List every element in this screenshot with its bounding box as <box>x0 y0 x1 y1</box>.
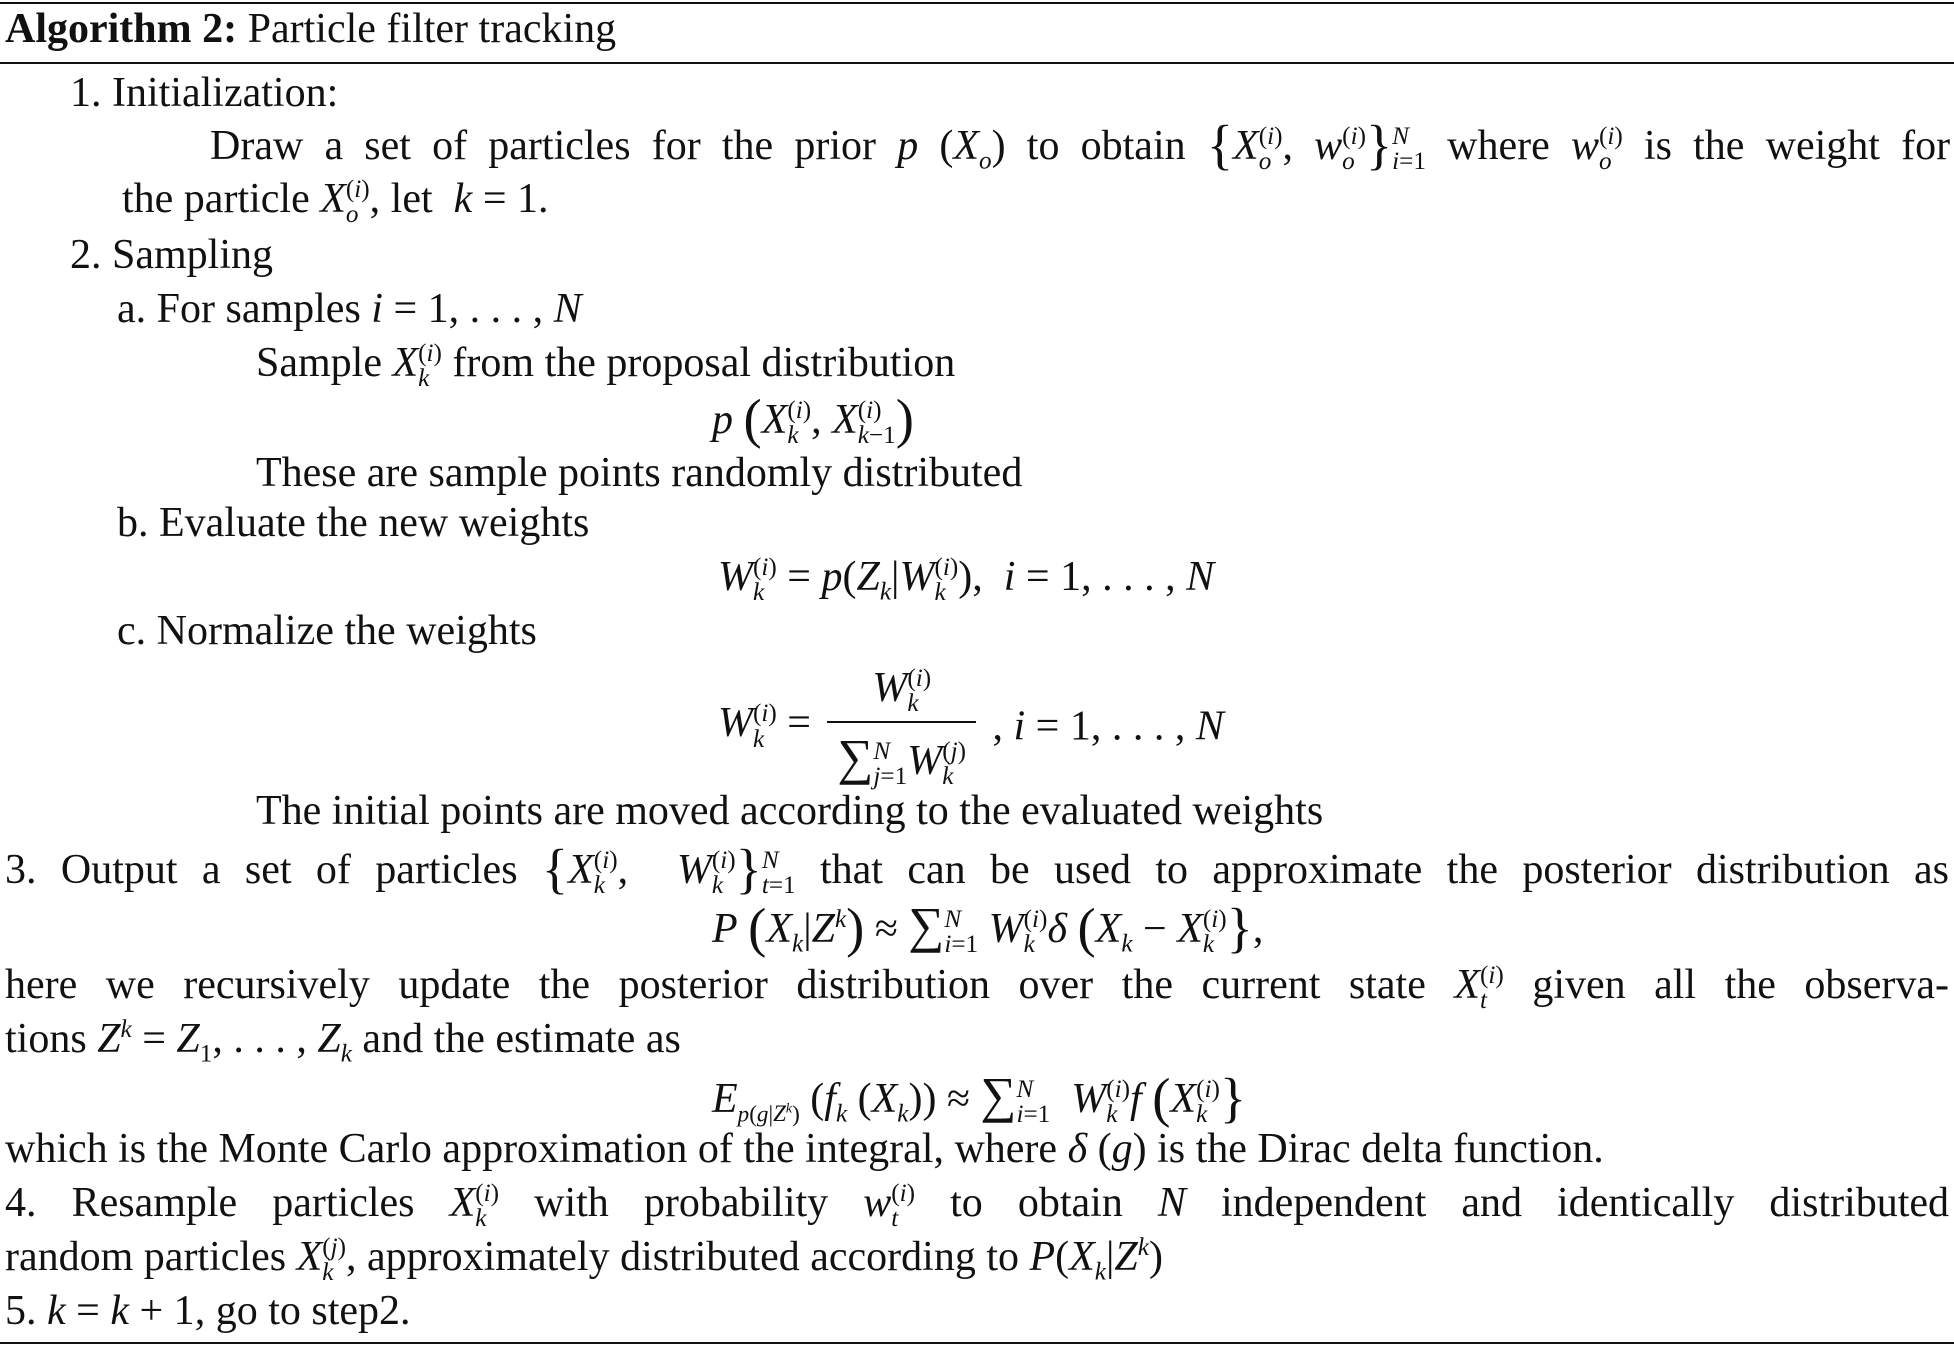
step4-text-b: with probability <box>534 1180 829 1226</box>
step1-line2 <box>122 172 549 228</box>
step3-line4-a: which is the Monte Carlo approximation of the integral, where <box>5 1126 1058 1172</box>
step2-heading <box>70 228 273 282</box>
step3-line3 <box>5 1012 681 1066</box>
dirac-formula: δ (g) <box>1067 1126 1147 1172</box>
algorithm-header <box>5 2 616 56</box>
prior-formula: p $(X_o)$ <box>897 123 1006 175</box>
k-increment-formula: k = k + 1 <box>47 1288 195 1334</box>
step2a-proposal: from the proposal distribution <box>452 340 956 386</box>
step3-line4 <box>5 1122 1604 1176</box>
bottom-rule <box>0 1342 1954 1344</box>
estimate-formula: $E_{p(g|Z^k)}$ ($f_k$ $(X_k)$) ≈ ∑ N i=1 W (i) k f (X (i) k } <box>712 1067 1247 1129</box>
step1-line2-a: the particle <box>122 176 310 222</box>
algorithm-title: Particle filter tracking <box>247 6 617 52</box>
step3-line4-b: is the Dirac delta function. <box>1157 1126 1604 1172</box>
step3-text-b: that can be used to approximate the posterior distribution as <box>820 847 1950 893</box>
step4-line1 <box>5 1176 1949 1232</box>
probability-formula: w (i) t <box>863 1180 916 1233</box>
step2a-text <box>256 336 955 392</box>
step3-line2-a: here we recursively update the posterior distribution over the current state <box>5 962 1426 1008</box>
particle-set-formula: {X (i) o , w (i) o } N i=1 <box>1206 114 1426 176</box>
normalize-formula: W (i) k = W (i) k ∑ N j=1 W (j) k , i = 1, . . . , N <box>718 665 1224 790</box>
k-init-formula: k = 1. <box>453 176 549 222</box>
normalize-fraction: W (i) k ∑ N j=1 W (j) k <box>827 664 976 789</box>
step4-text-a: 4. Resample particles <box>5 1180 415 1226</box>
weight-update-formula: W (i) k = $p(Z_k|W$ (i) k ), i = 1, . . . , N <box>718 554 1215 607</box>
observations-formula: $Z^k = Z_1$, . . . , $Z_k$ <box>97 1016 352 1068</box>
step2c-note-text: The initial points are moved according to the evaluated weights <box>256 788 1324 834</box>
step4-text-d: independent and identically distributed <box>1221 1180 1950 1226</box>
step2a-note-text: These are sample points randomly distributed <box>256 450 1023 496</box>
step1-text-d: is the weight for <box>1643 123 1951 169</box>
step3-line2 <box>5 958 1949 1014</box>
step4-text-c: to obtain <box>950 1180 1123 1226</box>
step4-line2 <box>5 1230 1163 1286</box>
step1-line2-b: , let <box>369 176 433 222</box>
xt-formula: X (i) t <box>1454 962 1504 1015</box>
step3-line1 <box>5 838 1950 900</box>
step2a-label: a. For samples <box>117 286 361 332</box>
xk-formula: X (i) k <box>392 340 442 393</box>
header-rule <box>0 62 1954 64</box>
distribution-formula: $P(X_k|Z^k)$ <box>1029 1234 1163 1286</box>
step5-text: , go to step2. <box>194 1288 411 1334</box>
step4-line2-b: , approximately distributed according to <box>346 1234 1019 1280</box>
step1-text-c: where <box>1447 123 1550 169</box>
step2a-sample: Sample <box>256 340 382 386</box>
step1-line1 <box>210 114 1951 176</box>
step2a-note <box>256 446 1022 500</box>
step4-line2-a: random particles <box>5 1234 287 1280</box>
step2a-heading <box>117 282 582 336</box>
step2c-label: c. Normalize the weights <box>117 608 537 654</box>
algorithm-label: Algorithm 2: <box>5 6 238 52</box>
weight-formula: w (i) o <box>1570 123 1623 176</box>
sample-range-formula: i = 1, . . . , N <box>371 286 582 332</box>
step2c-note <box>256 784 1323 838</box>
particle-formula: X (i) o <box>320 176 370 229</box>
step1-text-a: Draw a set of particles for the prior <box>210 123 876 169</box>
step5-line <box>5 1284 411 1338</box>
posterior-formula: P $(X_k|Z^k)$ ≈ ∑ N i=1 W (i) k δ ($X_k - X$ (i) k }, <box>712 897 1264 959</box>
output-set-formula: {X (i) k , W (i) k } N t=1 <box>541 838 796 900</box>
step1-heading <box>70 66 338 120</box>
step3-text-a: 3. Output a set of particles <box>5 847 518 893</box>
random-particle-formula: X (j) k <box>296 1234 346 1287</box>
step2-label: 2. Sampling <box>70 232 274 278</box>
resample-formula: X (i) k <box>449 1180 500 1233</box>
step2b-heading <box>117 496 589 550</box>
step3-line2-b: given all the observa- <box>1532 962 1950 1008</box>
step2c-heading <box>117 604 537 658</box>
step1-label: 1. Initialization: <box>70 70 339 116</box>
step5-label: 5. <box>5 1288 37 1334</box>
step3-line3-b: and the estimate as <box>362 1016 681 1062</box>
step2b-label: b. Evaluate the new weights <box>117 500 590 546</box>
step3-line3-a: tions <box>5 1016 87 1062</box>
proposal-formula: p (X (i) k , X (i) k−1 ) <box>712 388 914 450</box>
step1-text-b: to obtain <box>1026 123 1186 169</box>
n-symbol: N <box>1157 1180 1186 1226</box>
